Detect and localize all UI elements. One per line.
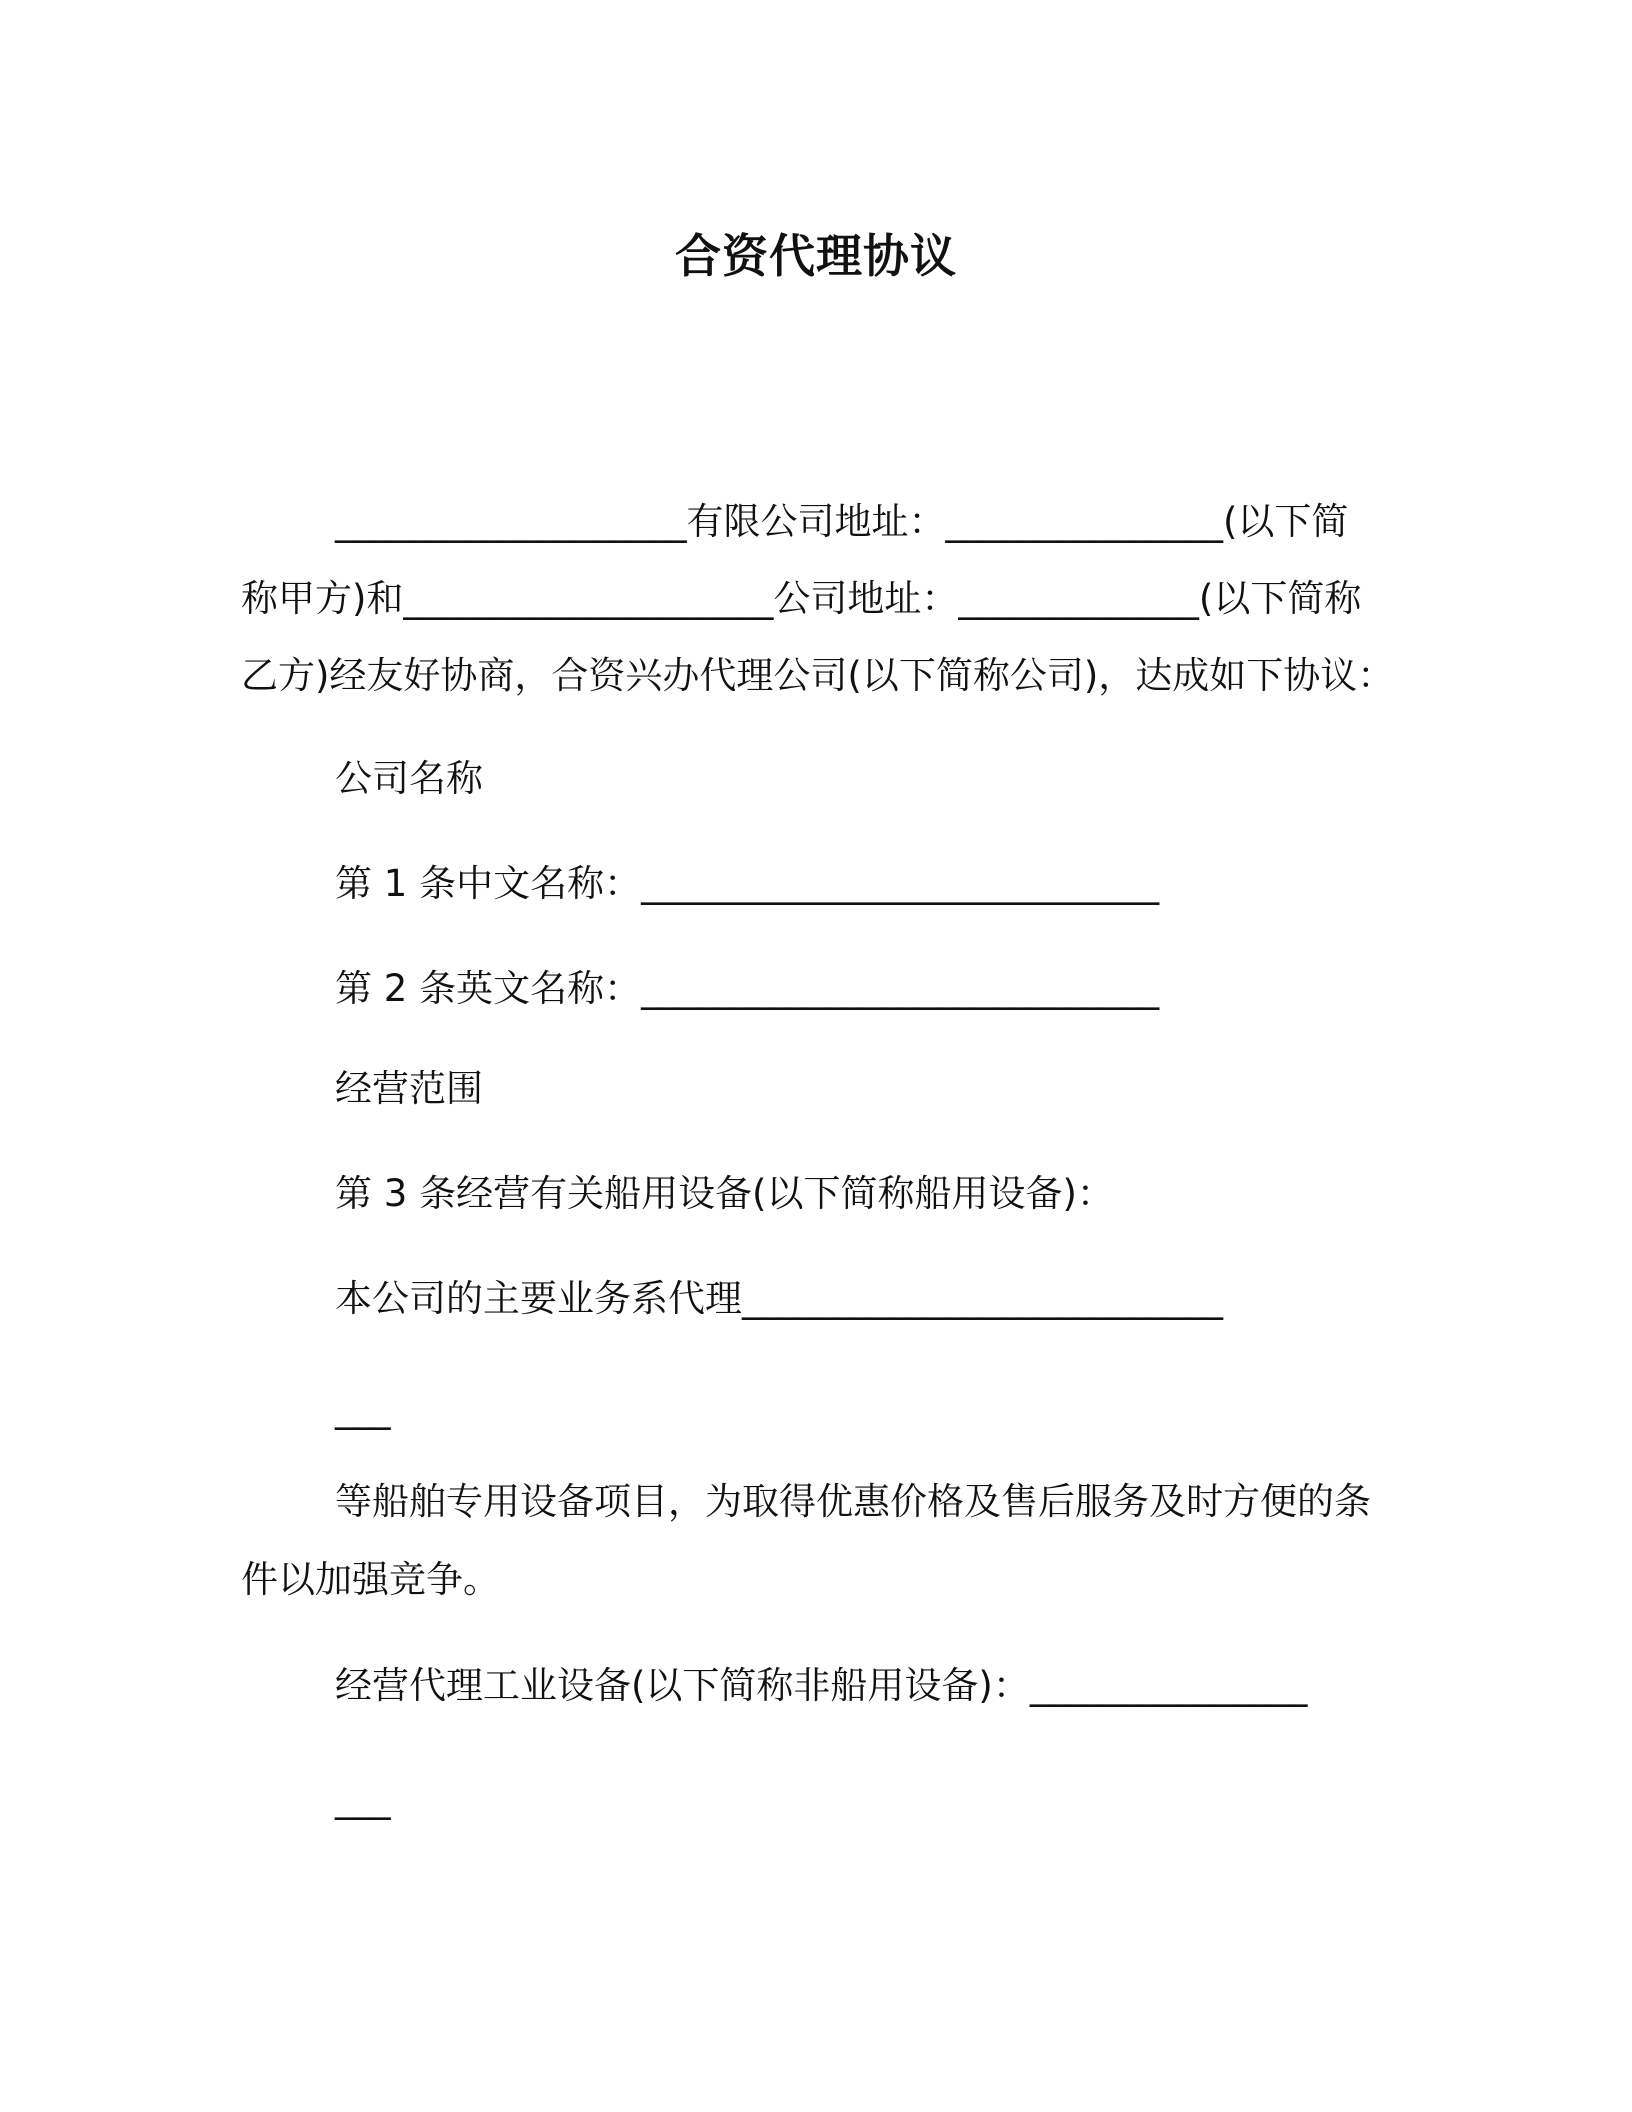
clause-line: 第 2 条英文名称：____________________________ [335,967,1160,1010]
clause-line: 第 1 条中文名称：____________________________ [335,862,1160,905]
clause-line: 第 3 条经营有关船用设备(以下简称船用设备)： [335,1172,1114,1215]
paragraph-line: 本公司的主要业务系代理__________________________ [335,1277,1223,1320]
paragraph-line: 乙方)经友好协商，合资兴办代理公司(以下简称公司)，达成如下协议： [241,654,1395,697]
paragraph-line: 称甲方)和____________________公司地址：_____________(以下简称 [241,577,1362,620]
section-heading: 经营范围 [335,1067,483,1110]
paragraph-line: ___ [335,1777,391,1820]
section-heading: 公司名称 [335,757,483,800]
paragraph-line: 等船舶专用设备项目，为取得优惠价格及售后服务及时方便的条 [335,1480,1371,1523]
paragraph-line: ___ [335,1387,391,1430]
paragraph-line: 件以加强竞争。 [241,1558,500,1601]
paragraph-line: 经营代理工业设备(以下简称非船用设备)：_______________ [335,1664,1308,1707]
paragraph-line: ___________________有限公司地址：_______________(以下简 [335,500,1349,543]
document-title: 合资代理协议 [675,229,957,283]
